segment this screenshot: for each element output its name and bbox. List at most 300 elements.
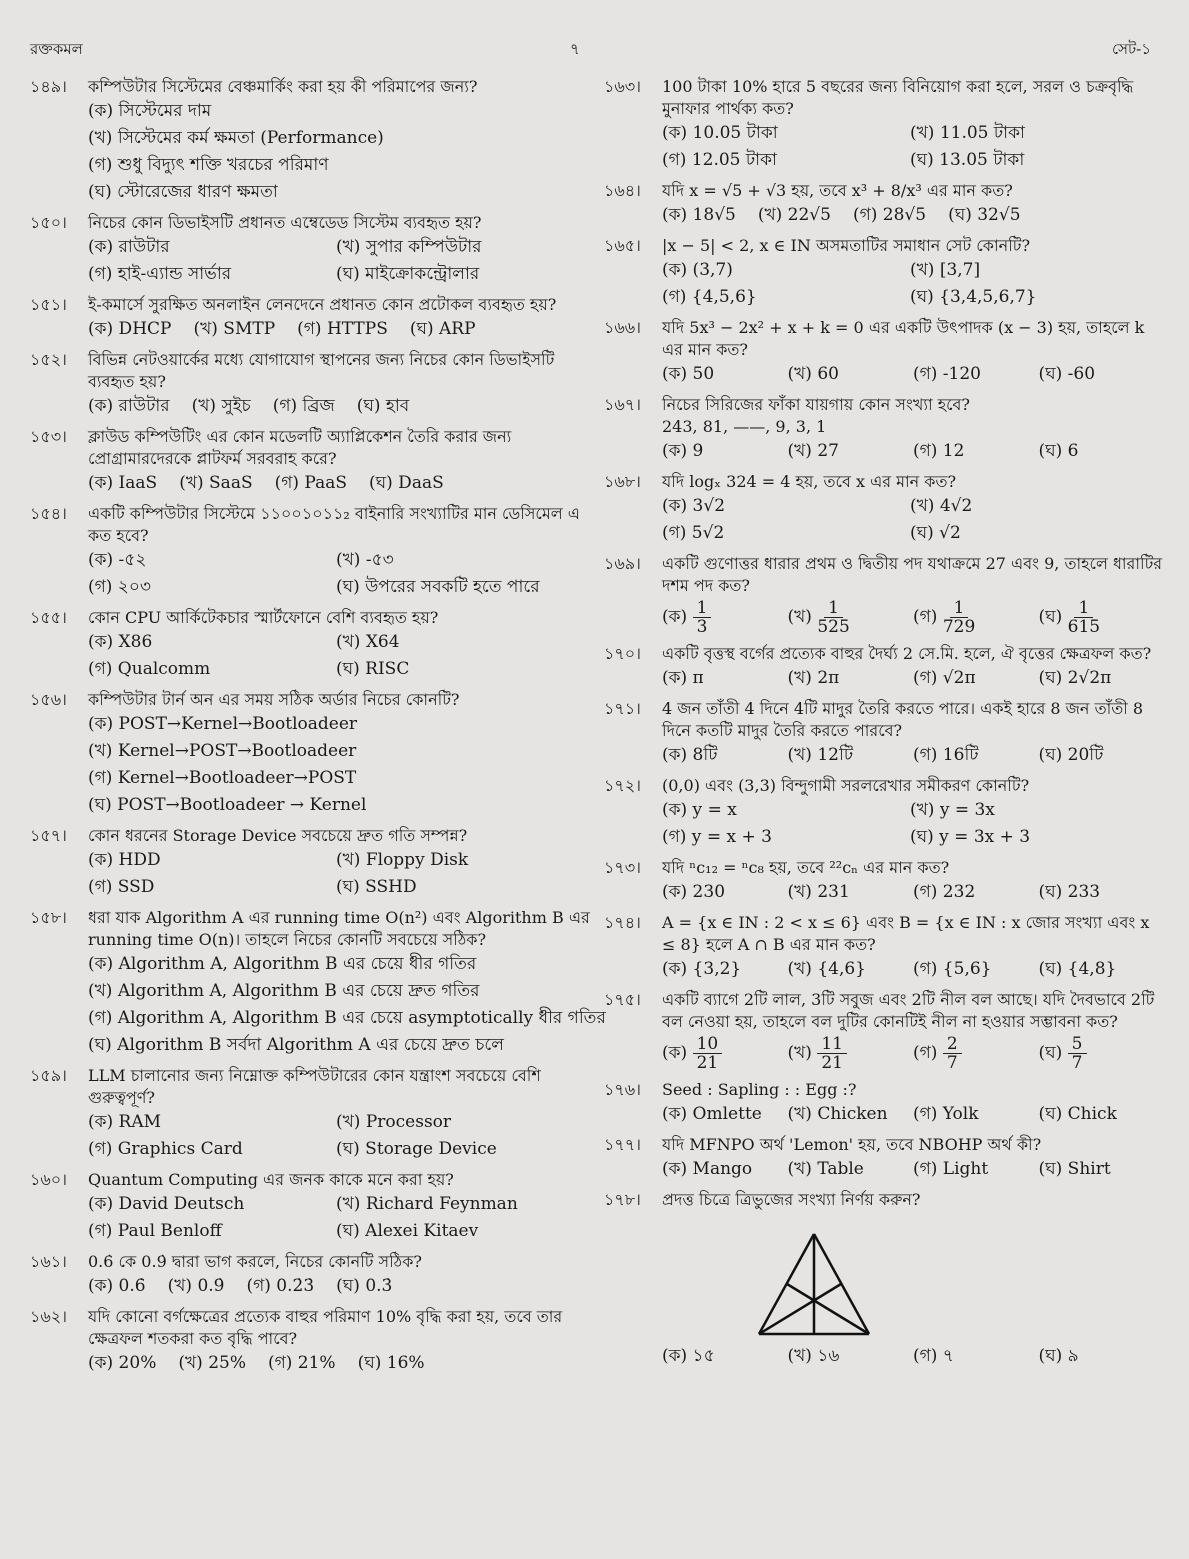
question-line	[30, 825, 590, 847]
denominator: 3	[696, 617, 708, 637]
question-number: ১৬৪।	[604, 181, 641, 200]
options	[88, 98, 590, 206]
question	[604, 775, 1164, 851]
question-line	[30, 907, 590, 951]
option: (গ) হাই-এ্যান্ড সার্ভার	[88, 264, 232, 284]
question-line	[604, 317, 1164, 361]
option: (খ) 22√5	[757, 205, 831, 225]
option: (খ) ১৬	[787, 1346, 840, 1366]
options	[662, 257, 1164, 311]
question-number: ১৫১।	[30, 295, 67, 314]
option	[1039, 1033, 1165, 1073]
option: (খ) SaaS	[179, 473, 253, 493]
fraction	[693, 1035, 723, 1072]
option: (গ) Yolk	[913, 1104, 979, 1124]
question-line	[30, 1169, 590, 1191]
options	[88, 847, 590, 901]
option: (খ) Chicken	[787, 1104, 888, 1124]
option	[913, 1033, 1039, 1073]
option: (গ) ব্রিজ	[272, 396, 335, 416]
option: (ঘ) 16%	[357, 1353, 425, 1373]
option: (ঘ) স্টোরেজের ধারণ ক্ষমতা	[88, 182, 278, 202]
option: (গ) Algorithm A, Algorithm B এর চেয়ে asymptotically ধীর গতির	[88, 1008, 606, 1028]
options	[662, 797, 1164, 851]
option: (ঘ) মাইক্রোকন্ট্রোলার	[336, 264, 480, 284]
question-text: LLM চালানোর জন্য নিম্নোক্ত কম্পিউটারের কোন যন্ত্রাংশ সবচেয়ে বেশি গুরুত্বপূর্ণ?	[88, 1066, 541, 1107]
fraction	[693, 599, 712, 636]
option: (ঘ) Chick	[1038, 1104, 1117, 1124]
option: (ঘ) ARP	[409, 319, 476, 339]
option: (খ) Algorithm A, Algorithm B এর চেয়ে দ্রুত গতির	[88, 981, 480, 1001]
option: (ঘ) DaaS	[369, 473, 444, 493]
question-text: নিচের সিরিজের ফাঁকা যায়গায় কোন সংখ্যা হবে?	[662, 395, 971, 414]
question-text: কম্পিউটার সিস্টেমের বেঞ্চমার্কিং করা হয় কী পরিমাপের জন্য?	[88, 77, 478, 96]
option: (খ) 11.05 টাকা	[910, 123, 1025, 143]
denominator: 615	[1067, 617, 1101, 637]
option	[788, 597, 914, 637]
option: (ঘ) Alexei Kitaev	[336, 1221, 479, 1241]
option: (ক) 9	[662, 441, 704, 461]
options	[662, 493, 1164, 547]
question-line	[604, 180, 1164, 202]
question-number: ১৫৮।	[30, 908, 67, 927]
question-line	[30, 607, 590, 629]
question-text: ই-কমার্সে সুরক্ষিত অনলাইন লেনদেনে প্রধানত কোন প্রটোকল ব্যবহৃত হয়?	[88, 295, 557, 314]
option: (গ) শুধু বিদ্যুৎ শক্তি খরচের পরিমাণ	[88, 155, 329, 175]
set-label: সেট-১	[1112, 40, 1151, 58]
option-label: (গ)	[913, 607, 943, 627]
option-label: (ক)	[662, 1043, 693, 1063]
option: (গ) 12	[913, 441, 965, 461]
option: (ঘ) Shirt	[1038, 1159, 1111, 1179]
option: (ঘ) 0.3̇	[336, 1276, 393, 1296]
option: (ঘ) √2	[910, 523, 961, 543]
question-number: ১৭৪।	[604, 913, 641, 932]
question	[30, 76, 590, 206]
numerator: 1	[824, 599, 843, 618]
option: (ক) Omlette	[662, 1104, 762, 1124]
question	[30, 1065, 590, 1163]
question-line	[604, 775, 1164, 797]
question-line	[604, 1134, 1164, 1156]
left-column	[30, 76, 606, 1383]
question-number: ১৬৩।	[604, 77, 641, 96]
options	[88, 951, 606, 1059]
option: (গ) y = x + 3	[662, 827, 772, 847]
option: (ঘ) 2√2π	[1038, 668, 1112, 688]
question-text: |x − 5| < 2, x ∈ IN অসমতাটির সমাধান সেট কোনটি?	[662, 236, 1031, 255]
question-number: ১৭৮।	[604, 1190, 641, 1209]
question-line	[604, 643, 1164, 665]
options	[662, 742, 1164, 769]
option: (ঘ) 20টি	[1038, 745, 1104, 765]
fraction	[1068, 599, 1100, 636]
option-label: (খ)	[787, 607, 818, 627]
option: (গ) √2π	[913, 668, 976, 688]
triangle-line	[759, 1234, 814, 1334]
fraction	[943, 1035, 962, 1072]
denominator: 729	[942, 617, 976, 637]
option: (ক) 20%	[88, 1353, 157, 1373]
question-line	[604, 76, 1164, 120]
question-line	[30, 1251, 590, 1273]
option: (ঘ) -60	[1038, 364, 1096, 384]
fraction	[817, 599, 849, 636]
question-line	[30, 689, 590, 711]
denominator: 525	[817, 617, 850, 637]
options	[662, 879, 1164, 906]
option: (ক) π	[662, 668, 704, 688]
numerator: 1	[693, 599, 712, 618]
option: (ক) Algorithm A, Algorithm B এর চেয়ে ধীর গতির	[88, 954, 477, 974]
question-text: বিভিন্ন নেটওয়ার্কের মধ্যে যোগাযোগ স্থাপনের জন্য নিচের কোন ডিভাইসটি ব্যবহৃত হয়?	[88, 350, 555, 391]
option: (খ) {4,6}	[787, 959, 866, 979]
option: (গ) Graphics Card	[88, 1139, 243, 1159]
options	[662, 1101, 1164, 1128]
option: (গ) Light	[913, 1159, 989, 1179]
option: (গ) SSD	[88, 877, 155, 897]
option: (ক) y = x	[662, 800, 737, 820]
question-text: 4 জন তাঁতী 4 দিনে 4টি মাদুর তৈরি করতে পারে। একই হারে 8 জন তাঁতী 8 দিনে কতটি মাদুর তৈরি করতে পারবে?	[662, 699, 1144, 740]
option: (ক) DHCP	[88, 319, 172, 339]
options	[88, 393, 590, 420]
option: (খ) 25%	[178, 1353, 246, 1373]
question	[30, 349, 590, 420]
option: (খ) Kernel→POST→Bootloadeer	[88, 741, 357, 761]
option: (গ) HTTPS	[297, 319, 388, 339]
question-number: ১৫৭।	[30, 826, 67, 845]
option: (ঘ) POST→Bootloadeer → Kernel	[88, 795, 367, 815]
options	[88, 470, 590, 497]
question-line	[604, 394, 1164, 416]
option: (খ) 231	[787, 882, 850, 902]
option: (গ) 21%	[267, 1353, 336, 1373]
question-line	[30, 503, 590, 547]
option: (খ) Processor	[336, 1112, 452, 1132]
question-number: ১৫৪।	[30, 504, 67, 523]
question-text: 0.6̇ কে 0.9̇ দ্বারা ভাগ করলে, নিচের কোনটি সঠিক?	[88, 1252, 422, 1271]
question-text: একটি বৃত্তস্থ বর্গের প্রত্যেক বাহুর দৈর্ঘ্য 2 সে.মি. হলে, ঐ বৃত্তের ক্ষেত্রফল কত?	[662, 644, 1152, 663]
question-number: ১৭৭।	[604, 1135, 641, 1154]
option: (খ) 0.9̇	[167, 1276, 225, 1296]
question-line	[30, 1306, 590, 1350]
option: (গ) 0.2̇3̇	[246, 1276, 315, 1296]
question-line	[604, 1079, 1164, 1101]
question-number: ১৫৬।	[30, 690, 67, 709]
question	[604, 317, 1164, 388]
question-line	[604, 553, 1164, 597]
option: (খ) সুইচ	[191, 396, 251, 416]
option-label: (ঘ)	[1038, 1043, 1068, 1063]
option: (ক) RAM	[88, 1112, 162, 1132]
options	[88, 1191, 590, 1245]
options	[662, 597, 1164, 637]
options	[662, 120, 1164, 174]
fraction	[817, 1035, 847, 1072]
triangle-figure	[754, 1229, 874, 1339]
option: (ঘ) SSHD	[336, 877, 417, 897]
option: (খ) সুপার কম্পিউটার	[336, 237, 482, 257]
question-line	[604, 235, 1164, 257]
question-number: ১৭৫।	[604, 990, 641, 1009]
option: (ঘ) 233	[1038, 882, 1101, 902]
option: (গ) ৭	[913, 1346, 954, 1366]
question	[30, 689, 590, 819]
question-number: ১৬৬।	[604, 318, 641, 337]
question-line	[30, 349, 590, 393]
question-number: ১৭২।	[604, 776, 641, 795]
question-text: (0,0) এবং (3,3) বিন্দুগামী সরলরেখার সমীকরণ কোনটি?	[662, 776, 1030, 795]
denominator: 21	[821, 1053, 843, 1073]
option: (খ) SMTP	[193, 319, 276, 339]
numerator: 1	[950, 599, 969, 618]
question-number: ১৫৫।	[30, 608, 67, 627]
question-number: ১৭০।	[604, 644, 641, 663]
question-number: ১৬২।	[30, 1307, 67, 1326]
page-number: ৭	[570, 40, 580, 58]
option: (ক) ১৫	[662, 1346, 715, 1366]
question-text: একটি গুণোত্তর ধারার প্রথম ও দ্বিতীয় পদ যথাক্রমে 27 এবং 9, তাহলে ধারাটির দশম পদ কত?	[662, 554, 1163, 595]
numerator: 11	[817, 1035, 847, 1054]
question-number: ১৫৩।	[30, 427, 67, 446]
option: (ক) X86	[88, 632, 153, 652]
question-number: ১৬১।	[30, 1252, 67, 1271]
question-text: যদি x = √5 + √3 হয়, তবে x³ + 8/x³ এর মান কত?	[662, 181, 1013, 200]
option: (ঘ) y = 3x + 3	[910, 827, 1031, 847]
options	[88, 234, 590, 288]
question-text: ক্লাউড কম্পিউটিং এর কোন মডেলটি অ্যাপ্লিকেশন তৈরি করার জন্য প্রোগ্রামারদেরকে প্লাটফর্ম সরবরাহ করে?	[88, 427, 512, 468]
question-number: ১৭৩।	[604, 858, 641, 877]
question	[30, 212, 590, 288]
question-line	[604, 989, 1164, 1033]
option: (ক) POST→Kernel→Bootloadeer	[88, 714, 358, 734]
option: (ঘ) হাব	[356, 396, 410, 416]
question	[30, 1306, 590, 1377]
question-text: Quantum Computing এর জনক কাকে মনে করা হয়?	[88, 1170, 454, 1189]
option: (ক) রাউটার	[88, 396, 170, 416]
fraction	[1068, 1035, 1087, 1072]
option: (গ) 16টি	[913, 745, 979, 765]
option: (ক) 8টি	[662, 745, 718, 765]
option: (গ) 232	[913, 882, 976, 902]
question-text: প্রদত্ত চিত্রে ত্রিভুজের সংখ্যা নির্ণয় করুন?	[662, 1190, 921, 1209]
options	[88, 316, 590, 343]
question-text: যদি 5x³ − 2x² + x + k = 0 এর একটি উৎপাদক (x − 3) হয়, তাহলে k এর মান কত?	[662, 318, 1145, 359]
question	[30, 503, 590, 601]
options	[662, 956, 1164, 983]
numerator: 1	[1074, 599, 1093, 618]
question-text: নিচের কোন ডিভাইসটি প্রধানত এম্বেডেড সিস্টেম ব্যবহৃত হয়?	[88, 213, 482, 232]
question	[604, 912, 1164, 983]
option: (গ) Kernel→Bootloadeer→POST	[88, 768, 357, 788]
options	[662, 202, 1164, 229]
question-text: ধরা যাক Algorithm A এর running time O(n²) এবং Algorithm B এর running time O(n)। তাহলে নিচের কোনটি সবচেয়ে সঠিক?	[88, 908, 590, 949]
question-text: একটি ব্যাগে 2টি লাল, 3টি সবুজ এবং 2টি নীল বল আছে। যদি দৈবভাবে 2টি বল নেওয়া হয়, তাহলে বল দুটির কোনটিই নীল না হওয়ার সম্ভাবনা কত?	[662, 990, 1155, 1031]
question	[604, 643, 1164, 692]
option	[1039, 597, 1165, 637]
options	[662, 665, 1164, 692]
right-column	[604, 76, 1164, 1376]
numerator: 5	[1068, 1035, 1087, 1054]
option: (খ) X64	[336, 632, 400, 652]
options	[662, 1156, 1164, 1183]
question-line	[30, 294, 590, 316]
option	[662, 597, 788, 637]
question	[604, 553, 1164, 637]
option: (ঘ) 13.05 টাকা	[910, 150, 1025, 170]
question	[604, 698, 1164, 769]
option: (ঘ) 6	[1038, 441, 1079, 461]
question-line	[604, 912, 1164, 956]
options	[88, 629, 590, 683]
option: (গ) {5,6}	[913, 959, 992, 979]
option: (গ) 5√2	[662, 523, 725, 543]
question-line	[604, 857, 1164, 879]
option: (ক) রাউটার	[88, 237, 170, 257]
option: (খ) Richard Feynman	[336, 1194, 518, 1214]
option: (ক) 230	[662, 882, 726, 902]
options	[88, 711, 590, 819]
option: (ক) 0.6̇	[88, 1276, 146, 1296]
option: (গ) {4,5,6}	[662, 287, 757, 307]
question	[604, 989, 1164, 1073]
question	[604, 1134, 1164, 1183]
option: (ক) David Deutsch	[88, 1194, 245, 1214]
option: (গ) ২০৩	[88, 577, 151, 597]
question-number: ১৭৬।	[604, 1080, 641, 1099]
question-text: কোন ধরনের Storage Device সবচেয়ে দ্রুত গতি সম্পন্ন?	[88, 826, 468, 845]
question-text: একটি কম্পিউটার সিস্টেমে ১১০০১০১১₂ বাইনারি সংখ্যাটির মান ডেসিমেল এ কত হবে?	[88, 504, 580, 545]
question-number: ১৬৯।	[604, 554, 641, 573]
question	[604, 857, 1164, 906]
option: (ক) 18√5	[662, 205, 736, 225]
option	[788, 1033, 914, 1073]
question-line	[604, 1189, 1164, 1211]
option: (গ) PaaS	[274, 473, 348, 493]
question	[30, 607, 590, 683]
option-label: (গ)	[913, 1043, 943, 1063]
question	[604, 180, 1164, 229]
option: (ঘ) Algorithm B সর্বদা Algorithm A এর চেয়ে দ্রুত চলে	[88, 1035, 504, 1055]
option: (খ) 60	[787, 364, 839, 384]
question-text: 100 টাকা 10% হারে 5 বছরের জন্য বিনিয়োগ করা হলে, সরল ও চক্রবৃদ্ধি মুনাফার পার্থক্য কত?	[662, 77, 1134, 118]
option: (ক) 10.05 টাকা	[662, 123, 778, 143]
question	[30, 1169, 590, 1245]
option: (গ) Paul Benloff	[88, 1221, 222, 1241]
question	[30, 907, 606, 1059]
header-left: রক্তকমল	[30, 40, 83, 58]
option: (খ) Table	[787, 1159, 864, 1179]
option: (গ) 28√5	[852, 205, 927, 225]
option: (খ) y = 3x	[910, 800, 995, 820]
option: (ঘ) RISC	[336, 659, 410, 679]
question-line	[30, 426, 590, 470]
option: (খ) [3,7]	[910, 260, 981, 280]
option: (ক) 3√2	[662, 496, 726, 516]
question-text: Seed : Sapling : : Egg :?	[662, 1080, 857, 1099]
question	[30, 294, 590, 343]
question	[604, 471, 1164, 547]
option: (ক) সিস্টেমের দাম	[88, 101, 212, 121]
question-text: যদি MFNPO অর্থ 'Lemon' হয়, তবে NBOHP অর্থ কী?	[662, 1135, 1042, 1154]
option-label: (ক)	[662, 607, 693, 627]
option: (গ) Qualcomm	[88, 659, 211, 679]
options	[88, 547, 590, 601]
option: (খ) 2π	[787, 668, 840, 688]
question-line	[604, 471, 1164, 493]
option: (গ) 12.05 টাকা	[662, 150, 777, 170]
question-text: A = {x ∈ IN : 2 < x ≤ 6} এবং B = {x ∈ IN : x জোর সংখ্যা এবং x ≤ 8} হলে A ∩ B এর মান কত?	[662, 913, 1150, 954]
question-number: ১৬৫।	[604, 236, 641, 255]
question	[604, 1079, 1164, 1128]
question-number: ১৭১।	[604, 699, 641, 718]
spacer	[604, 416, 662, 438]
option: (ক) (3,7)	[662, 260, 733, 280]
question-text: যদি কোনো বর্গক্ষেত্রের প্রত্যেক বাহুর পরিমাণ 10% বৃদ্ধি করা হয়, তবে তার ক্ষেত্রফল শতকরা কত বৃদ্ধি পাবে?	[88, 1307, 563, 1348]
question-text: কম্পিউটার টার্ন অন এর সময় সঠিক অর্ডার নিচের কোনটি?	[88, 690, 460, 709]
fraction	[943, 599, 975, 636]
option: (ক) 50	[662, 364, 715, 384]
question-number: ১৬৭।	[604, 395, 641, 414]
question-line	[30, 76, 590, 98]
question-number: ১৬৮।	[604, 472, 641, 491]
question-text: যদি logₓ 324 = 4 হয়, তবে x এর মান কত?	[662, 472, 957, 491]
options	[662, 438, 1164, 465]
option: (খ) 12টি	[787, 745, 854, 765]
question-line	[30, 1065, 590, 1109]
question-number: ১৫৯।	[30, 1066, 67, 1085]
options	[88, 1109, 590, 1163]
option: (ঘ) উপরের সবকটি হতে পারে	[336, 577, 540, 597]
option: (খ) -৫৩	[336, 550, 394, 570]
triangle-line	[814, 1234, 869, 1334]
question	[30, 426, 590, 497]
question-number: ১৪৯।	[30, 77, 67, 96]
option: (গ) -120	[913, 364, 982, 384]
option-label: (খ)	[787, 1043, 818, 1063]
question	[30, 1251, 590, 1300]
question	[30, 825, 590, 901]
option: (ঘ) ৯	[1038, 1346, 1079, 1366]
numerator: 10	[693, 1035, 723, 1054]
option: (ঘ) 32√5	[948, 205, 1021, 225]
question-text: যদি ⁿc₁₂ = ⁿc₈ হয়, তবে ²²cₙ এর মান কত?	[662, 858, 950, 877]
option: (ক) {3,2}	[662, 959, 742, 979]
question-line	[30, 212, 590, 234]
question-number: ১৫২।	[30, 350, 67, 369]
series-text: 243, 81, ——, 9, 3, 1	[662, 417, 827, 436]
question-line	[604, 698, 1164, 742]
option: (ক) HDD	[88, 850, 161, 870]
option-label: (ঘ)	[1038, 607, 1068, 627]
question-number: ১৫০।	[30, 213, 67, 232]
option: (খ) 4√2	[910, 496, 973, 516]
question	[604, 394, 1164, 465]
option: (খ) Floppy Disk	[336, 850, 469, 870]
option: (খ) সিস্টেমের কর্ম ক্ষমতা (Performance)	[88, 128, 384, 148]
option: (খ) 27	[787, 441, 839, 461]
option: (ঘ) Storage Device	[336, 1139, 497, 1159]
question-number: ১৬০।	[30, 1170, 67, 1189]
denominator: 7	[1071, 1053, 1083, 1073]
options	[662, 1033, 1164, 1073]
denominator: 21	[696, 1053, 719, 1073]
options	[662, 1343, 1164, 1370]
option: (ক) -৫২	[88, 550, 147, 570]
question	[604, 76, 1164, 174]
option	[662, 1033, 788, 1073]
option: (ঘ) {4,8}	[1038, 959, 1117, 979]
